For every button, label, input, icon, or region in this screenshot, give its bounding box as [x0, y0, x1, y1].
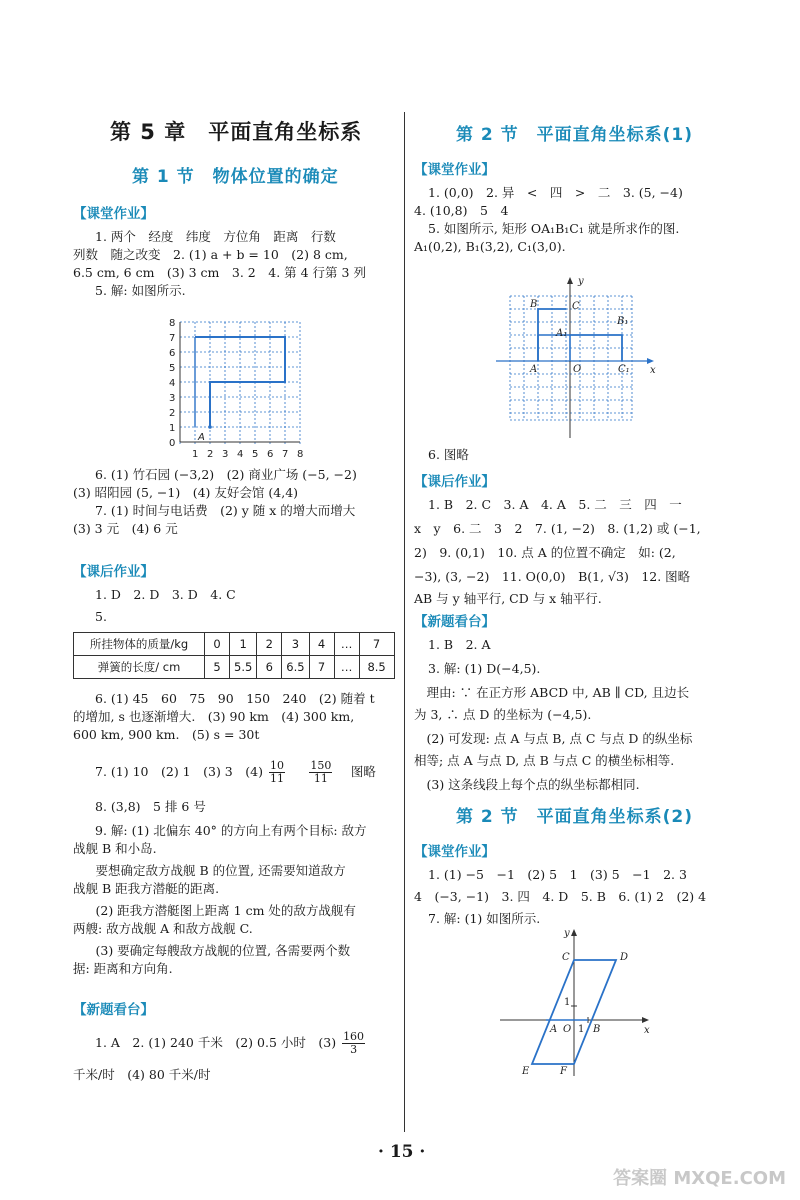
y-tick: 1	[169, 423, 176, 434]
table-cell: 6.5	[282, 656, 309, 679]
x-tick: 7	[282, 449, 289, 460]
fraction-denominator: 11	[313, 772, 328, 785]
answer-line: 1. (1) −5 −1 (2) 5 1 (3) 5 −1 2. 3	[428, 867, 687, 882]
point-label: A	[530, 364, 538, 375]
answer-line: (2) 可发现: 点 A 与点 B, 点 C 与点 D 的纵坐标	[414, 731, 693, 746]
x-tick: 3	[222, 449, 229, 460]
answer-line: 7. (1) 时间与电话费 (2) y 随 x 的增大而增大	[95, 503, 356, 518]
tag-new-questions: 【新题看台】	[73, 1002, 154, 1018]
after-class-block-2	[73, 690, 375, 744]
answer-line: AB 与 y 轴平行, CD 与 x 轴平行.	[414, 591, 602, 606]
x-tick: 5	[252, 449, 259, 460]
point-label: O	[563, 1024, 572, 1035]
y-tick: 2	[169, 408, 176, 419]
answer-line: 战舰 B 和小岛.	[73, 841, 157, 856]
point-label: E	[522, 1066, 530, 1077]
answer-line: 要想确定敌方战舰 B 的位置, 还需要知道敌方	[83, 863, 346, 878]
answer-line: 3. 解: (1) D(−4,5).	[428, 661, 541, 676]
answer-line: 战舰 B 距我方潜艇的距离.	[73, 881, 220, 896]
table-cell: 1	[230, 633, 257, 656]
point-label: B	[530, 299, 538, 310]
axis-label-y: y	[564, 928, 570, 939]
spring-table	[73, 632, 395, 679]
answer-line: 1. (0,0) 2. 异 < 四 > 二 3. (5, −4)	[428, 185, 683, 200]
y-tick: 4	[169, 378, 176, 389]
after-class-block	[414, 496, 701, 608]
table-cell: 4	[309, 633, 334, 656]
fraction	[269, 760, 285, 785]
answer-line: 列数 随之改变 2. (1) a + b = 10 (2) 8 cm,	[73, 247, 348, 262]
tag-class-work-2: 【课堂作业】	[414, 844, 495, 860]
column-divider	[404, 112, 405, 1132]
class-work-block	[414, 184, 683, 256]
fraction-denominator: 3	[350, 1043, 358, 1056]
fraction-numerator: 160	[343, 1030, 365, 1043]
y-tick: 3	[169, 393, 176, 404]
answer-line: A₁(0,2), B₁(3,2), C₁(3,0).	[414, 239, 566, 254]
table-cell: 0	[205, 633, 230, 656]
y-tick: 7	[169, 333, 176, 344]
answer-line: 1. D 2. D 3. D 4. C	[95, 587, 236, 602]
fraction	[309, 760, 332, 785]
after-class-block-3	[73, 798, 367, 978]
answer-line: 600 km, 900 km. (5) s = 30t	[73, 727, 260, 742]
answer-line: 两艘: 敌方战舰 A 和敌方战舰 C.	[73, 921, 253, 936]
point-label: F	[560, 1066, 567, 1077]
tag-new-questions: 【新题看台】	[414, 614, 495, 630]
table-cell: 6	[257, 656, 282, 679]
answer-line: 6. (1) 竹石园 (−3,2) (2) 商业广场 (−5, −2)	[95, 467, 357, 482]
answer-line: 1. B 2. C 3. A 4. A 5. 二 三 四 一	[428, 497, 682, 512]
fraction-denominator: 11	[269, 772, 284, 785]
answer-line: 理由: ∵ 在正方形 ABCD 中, AB ∥ CD, 且边长	[414, 685, 690, 700]
y-tick: 5	[169, 363, 176, 374]
grid-figure-2	[492, 272, 662, 440]
answer-line: 9. 解: (1) 北偏东 40° 的方向上有两个目标: 敌方	[95, 823, 367, 838]
answer-line: 据: 距离和方向角.	[73, 961, 173, 976]
answer-line: 6. (1) 45 60 75 90 150 240 (2) 随着 t	[95, 691, 375, 706]
table-row	[74, 656, 395, 679]
answer-line: (3) 这条线段上每个点的纵坐标都相同.	[414, 777, 640, 792]
class-work-block-2	[414, 866, 706, 928]
point-label: B	[593, 1024, 601, 1035]
y-tick: 0	[169, 438, 176, 449]
table-cell: 8.5	[359, 656, 394, 679]
new-questions-block	[414, 636, 692, 794]
graph-figure-3	[496, 926, 666, 1078]
answer-line: 6.5 cm, 6 cm (3) 3 cm 3. 2 4. 第 4 行第 3 列	[73, 265, 366, 280]
answer-line: (2) 距我方潜艇图上距离 1 cm 处的敌方战舰有	[83, 903, 356, 918]
section-title-2: 第 2 节 平面直角坐标系(1)	[456, 125, 694, 145]
point-label-a: A	[198, 432, 205, 443]
answer-line: 6. 图略	[428, 447, 469, 462]
tick-label: 1	[564, 997, 571, 1008]
answer-line: 1. B 2. A	[428, 637, 491, 652]
table-cell: …	[334, 633, 359, 656]
new-q-text: 1. A 2. (1) 240 千米 (2) 0.5 小时 (3)	[95, 1035, 337, 1050]
q7-prefix: 7. (1) 10 (2) 1 (3) 3 (4)	[95, 764, 263, 779]
watermark: 答案圈 MXQE.COM	[613, 1168, 786, 1189]
answer-line: 5. 解: 如图所示.	[95, 283, 186, 298]
fraction-numerator: 10	[269, 759, 284, 772]
point-label: D	[620, 952, 629, 963]
x-tick: 8	[297, 449, 304, 460]
answer-line: 8. (3,8) 5 排 6 号	[95, 799, 206, 814]
point-label: A	[550, 1024, 558, 1035]
answer-line: 2) 9. (0,1) 10. 点 A 的位置不确定 如: (2,	[414, 545, 676, 560]
axis-label-x: x	[650, 365, 656, 376]
axis-label-x: x	[644, 1025, 650, 1036]
answer-line: −3), (3, −2) 11. O(0,0) B(1, √3) 12. 图略	[414, 569, 691, 584]
table-cell: 7	[309, 656, 334, 679]
answer-line: (3) 3 元 (4) 6 元	[73, 521, 178, 536]
table-header-cell: 弹簧的长度/ cm	[74, 656, 205, 679]
tag-after-class: 【课后作业】	[73, 564, 154, 580]
answer-line: (3) 要确定每艘敌方战舰的位置, 各需要两个数	[83, 943, 351, 958]
x-tick: 2	[207, 449, 214, 460]
tick-label: 1	[578, 1024, 585, 1035]
grid-figure-1	[160, 316, 310, 462]
table-row	[74, 633, 395, 656]
point-label: A₁	[556, 328, 568, 339]
answer-line: 为 3, ∴ 点 D 的坐标为 (−4,5).	[414, 707, 592, 722]
chapter-title: 第 5 章 平面直角坐标系	[110, 120, 363, 144]
tag-class-work: 【课堂作业】	[414, 162, 495, 178]
class-work-block-2	[73, 466, 357, 538]
table-cell: 5.5	[230, 656, 257, 679]
axis-label-y: y	[578, 276, 584, 287]
x-tick: 4	[237, 449, 244, 460]
q7-suffix: 图略	[350, 764, 376, 779]
answer-line: (3) 昭阳园 (5, −1) (4) 友好会馆 (4,4)	[73, 485, 299, 500]
page-number: · 15 ·	[378, 1142, 426, 1162]
table-header-cell: 所挂物体的质量/kg	[74, 633, 205, 656]
point-label: B₁	[617, 316, 629, 327]
q7-line	[95, 758, 376, 786]
answer-line: 的增加, s 也逐渐增大. (3) 90 km (4) 300 km,	[73, 709, 355, 724]
table-cell: 2	[257, 633, 282, 656]
answer-line: 5. 如图所示, 矩形 OA₁B₁C₁ 就是所求作的图.	[428, 221, 680, 236]
point-label: C	[572, 301, 580, 312]
section-title-1: 第 1 节 物体位置的确定	[132, 167, 339, 187]
new-q-line2: 千米/时 (4) 80 千米/时	[73, 1067, 211, 1082]
table-cell: 3	[282, 633, 309, 656]
new-q-line1	[95, 1028, 367, 1058]
answer-line: 7. 解: (1) 如图所示.	[428, 911, 541, 926]
fraction	[342, 1031, 365, 1056]
tag-after-class: 【课后作业】	[414, 474, 495, 490]
table-cell: …	[334, 656, 359, 679]
after-class-block	[73, 586, 236, 626]
fraction-numerator: 150	[310, 759, 332, 772]
answer-line: 相等; 点 A 与点 D, 点 B 与点 C 的横坐标相等.	[414, 753, 675, 768]
table-cell: 5	[205, 656, 230, 679]
section-title-3: 第 2 节 平面直角坐标系(2)	[456, 807, 694, 827]
answer-line: 4. (10,8) 5 4	[414, 203, 509, 218]
x-tick: 6	[267, 449, 274, 460]
answer-line: x y 6. 二 3 2 7. (1, −2) 8. (1,2) 或 (−1,	[414, 521, 701, 536]
point-label: C	[562, 952, 570, 963]
table-cell: 7	[359, 633, 394, 656]
class-work-block	[73, 228, 366, 300]
y-tick: 6	[169, 348, 176, 359]
x-tick: 1	[192, 449, 199, 460]
answer-line: 1. 两个 经度 纬度 方位角 距离 行数	[95, 229, 336, 244]
point-label: O	[573, 364, 582, 375]
answer-line: 5.	[95, 609, 107, 624]
tag-class-work: 【课堂作业】	[73, 206, 154, 222]
y-tick: 8	[169, 318, 176, 329]
answer-line: 4 (−3, −1) 3. 四 4. D 5. B 6. (1) 2 (2) 4	[414, 889, 707, 904]
point-label: C₁	[618, 364, 630, 375]
